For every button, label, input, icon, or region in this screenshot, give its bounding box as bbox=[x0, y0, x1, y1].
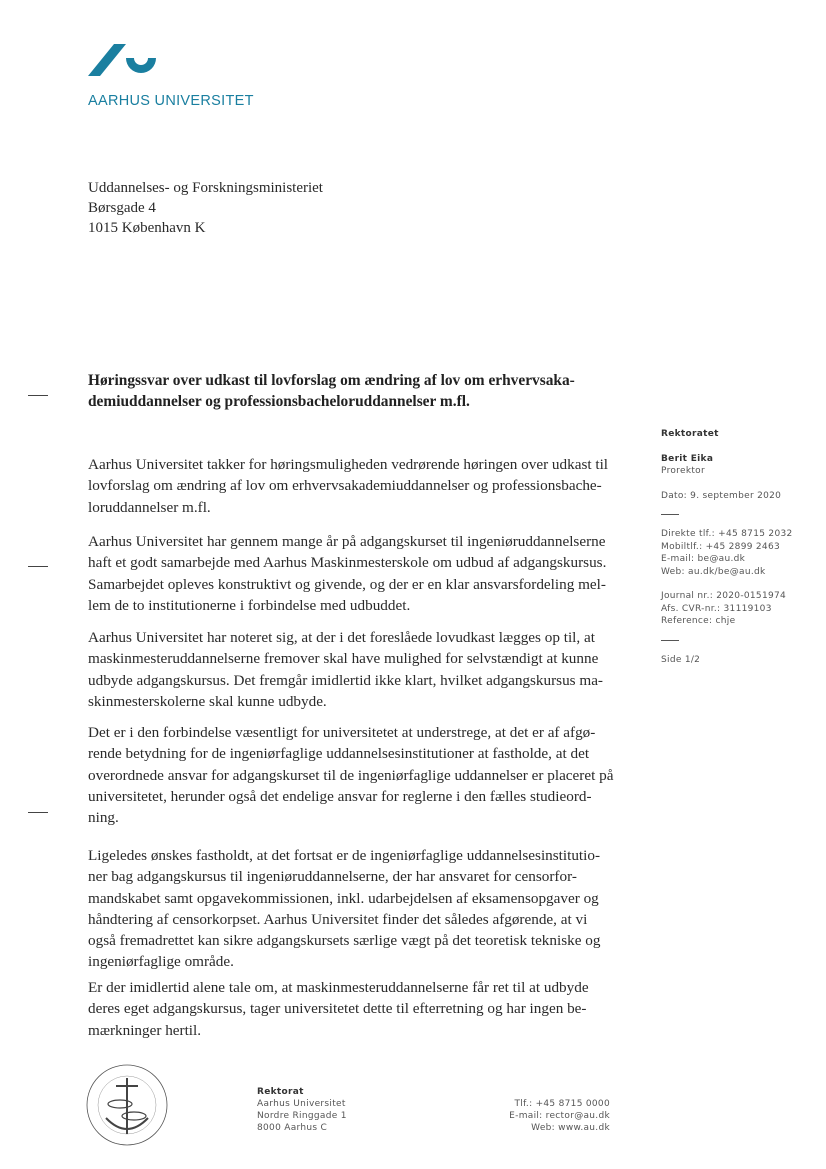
text-line: ning. bbox=[88, 809, 119, 827]
letter-title bbox=[88, 370, 575, 412]
paragraph bbox=[88, 454, 608, 518]
university-seal-icon bbox=[84, 1062, 170, 1148]
sender-sidebar bbox=[661, 428, 793, 666]
text-line: skinmesterskolerne skal kunne udbyde. bbox=[88, 692, 327, 710]
text-line: Aarhus Universitet har gennem mange år på adgangskurset til ingeniøruddannelserne bbox=[88, 533, 606, 550]
paragraph bbox=[88, 531, 606, 616]
footer-phone: Tlf.: +45 8715 0000 bbox=[514, 1099, 610, 1109]
text-line: Aarhus Universitet har noteret sig, at der i det foreslåede lovudkast lægges op til, at bbox=[88, 629, 595, 646]
paragraph bbox=[88, 845, 600, 973]
contact-line: E-mail: be@au.dk bbox=[661, 554, 746, 564]
text-line: loruddannelser m.fl. bbox=[88, 498, 211, 516]
text-line: Samarbejdet opleves konstruktivt og givende, og der er en klar ansvarsfordeling mel- bbox=[88, 575, 606, 593]
text-line: rende betydning for de ingeniørfaglige uddannelsesinstitutioner at fastholde, at det bbox=[88, 745, 590, 763]
text-line: lem de to institutionerne i forbindelse med udbuddet. bbox=[88, 596, 411, 614]
text-line: haft et godt samarbejde med Aarhus Maskinmesterskole om udbud af adgangskursus. bbox=[88, 554, 607, 572]
sender-unit: Rektoratet bbox=[661, 429, 719, 439]
recipient-line: 1015 København K bbox=[88, 220, 206, 236]
paragraph bbox=[88, 722, 613, 828]
text-line: udbyde adgangskursus. Det fremgår imidlertid ikke klart, hvilket adgangskursus ma- bbox=[88, 671, 603, 689]
text-line: mærkninger hertil. bbox=[88, 1021, 202, 1039]
fold-mark bbox=[28, 812, 48, 813]
text-line: maskinmesteruddannelserne fremover skal have mulighed for selvstændigt at kunne bbox=[88, 650, 599, 668]
sender-role: Prorektor bbox=[661, 466, 705, 476]
text-line: også fremadrettet kan sikre adgangskursets særlige vægt på det teoretisk tekniske og bbox=[88, 932, 601, 950]
text-line: Er der imidlertid alene tale om, at maskinmesteruddannelserne får ret til at udbyde bbox=[88, 979, 589, 996]
paragraph bbox=[88, 627, 603, 712]
text-line: Aarhus Universitet takker for høringsmuligheden vedrørende høringen over udkast til bbox=[88, 456, 609, 473]
text-line: mandskabet samt opgavekommissionen, inkl. udarbejdelsen af eksamensopgaver og bbox=[88, 889, 599, 907]
footer-unit: Rektorat bbox=[257, 1087, 304, 1097]
page-number: Side 1/2 bbox=[661, 654, 701, 665]
au-logo-icon bbox=[88, 42, 160, 78]
text-line: Ligeledes ønskes fastholdt, at det fortsat er de ingeniørfaglige uddannelsesinstitutio- bbox=[88, 847, 601, 864]
paragraph bbox=[88, 977, 589, 1041]
footer-address-line: Nordre Ringgade 1 bbox=[257, 1111, 347, 1121]
footer-contact bbox=[509, 1098, 610, 1134]
text-line: lovforslag om ændring af lov om erhvervsakademiuddannelser og professionsbache- bbox=[88, 477, 602, 495]
contact-line: Mobiltlf.: +45 2899 2463 bbox=[661, 541, 781, 552]
footer-address-line: Aarhus Universitet bbox=[257, 1099, 346, 1109]
fold-mark bbox=[28, 395, 48, 396]
footer-address bbox=[257, 1086, 347, 1134]
sender-name: Berit Eika bbox=[661, 453, 714, 464]
recipient-line: Børsgade 4 bbox=[88, 200, 156, 216]
title-line: demiuddannelser og professionsbacheloruddannelser m.fl. bbox=[88, 393, 470, 410]
text-line: deres eget adgangskursus, tager universitetet dette til efterretning og har ingen be- bbox=[88, 1000, 587, 1018]
title-line: Høringssvar over udkast til lovforslag om ændring af lov om erhvervsaka- bbox=[88, 372, 575, 389]
reference-line: Journal nr.: 2020-0151974 bbox=[661, 591, 787, 601]
text-line: universitetet, herunder også det endelige ansvar for reglerne i den fælles studieord- bbox=[88, 787, 592, 805]
logo-wordmark: AARHUS UNIVERSITET bbox=[88, 93, 254, 109]
fold-mark bbox=[28, 566, 48, 567]
text-line: håndtering af censorkorpset. Aarhus Universitet finder det således afgørende, at vi bbox=[88, 910, 588, 928]
reference-line: Reference: chje bbox=[661, 616, 736, 626]
reference-line: Afs. CVR-nr.: 31119103 bbox=[661, 603, 772, 614]
contact-line: Web: au.dk/be@au.dk bbox=[661, 566, 766, 577]
footer-address-line: 8000 Aarhus C bbox=[257, 1123, 328, 1133]
text-line: ner bag adgangskursus til ingeniøruddannelserne, der har ansvaret for censorfor- bbox=[88, 868, 577, 886]
recipient-address bbox=[88, 178, 323, 238]
text-line: Det er i den forbindelse væsentligt for universitetet at understrege, at det er af afgø- bbox=[88, 724, 596, 741]
letter-date: Dato: 9. september 2020 bbox=[661, 490, 782, 501]
text-line: overordnede ansvar for adgangskurset til de ingeniørfaglige uddannelser er placeret på bbox=[88, 766, 614, 784]
footer-web: Web: www.au.dk bbox=[531, 1123, 610, 1133]
text-line: ingeniørfaglige område. bbox=[88, 953, 234, 971]
contact-line: Direkte tlf.: +45 8715 2032 bbox=[661, 529, 793, 539]
recipient-line: Uddannelses- og Forskningsministeriet bbox=[88, 180, 323, 196]
footer-email: E-mail: rector@au.dk bbox=[509, 1111, 610, 1121]
